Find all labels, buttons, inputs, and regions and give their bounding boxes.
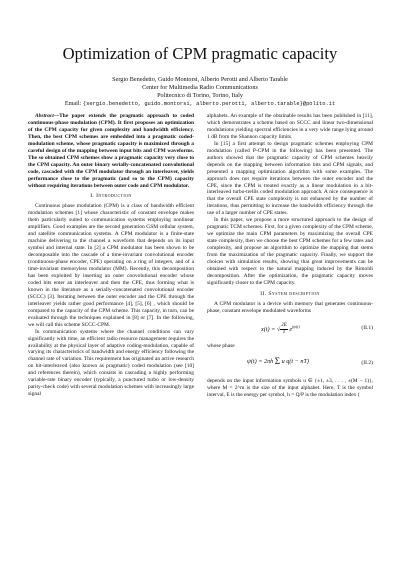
email-label: Email: xyxy=(64,100,82,107)
affiliation-line-2: Politecnico di Torino, Torino, Italy xyxy=(157,92,243,99)
section-heading-system-description: II. System description xyxy=(260,290,320,297)
intro-paragraph-1: Continuous phase modulation (CPM) is a class of bandwidth efficient modulation schemes [1] whose characteristic of constant envelope makes them particularly suited to communication systems employing nonlinear amplifiers. Good examples are the second generation GSM cellular system, and satellite communication systems. A CPM modulator is a finite-state machine delivering to the channel a waveform that depends on its input symbol and internal state. In [2] a CPM modulator has been shown to be decomposable into the cascade of a time-invariant convolutional encoder (continuous-phase encoder, CPE) operating on a ring of integers, and of a time-invariant memoryless modulator (MM). Recently, this decomposition has been exploited by inserting an outer convolutional encoder whose coded bits enter an interleaver and then the CPE, thus forming what is known in the literature as a serially-concatenated convolutional encoder (SCCC) [3]. Iterating between the outer encoder and the CPE through the interleaver yields rather good performance [4], [5], [6] , which should be compared to the capacity of the CPM scheme. This capacity, in turn, can be evaluated through the techniques explained in [8] or [7]. In the following, we will call this scheme SCCC-CPM. xyxy=(28,203,194,328)
eq1-number: (II.1) xyxy=(361,324,373,331)
abstract xyxy=(28,113,194,189)
eq1-frac-top: 2E xyxy=(281,322,287,328)
intro-paragraph-4: In [15] a first attempt to design pragmatic schemes employing CPM modulation (called P-CPM in the following) has been presented. The authors showed that the pragmatic capacity of CPM schemes heavily depends on the mapping between information bits and CPM signals, and presented a mapping optimization algorithm with some examples. The approach does not require iterations between the outer encoder and the CPE, since the CPM is treated exactly as a linear modulation in a bit-interleaved turbo-trellis coded modulation approach. A nice consequence is that the overall CPE state complexity is not enhanced by the number of iterations, thus permitting to increase the bandwidth efficiency through the use of a larger number of CPE states. xyxy=(207,140,373,217)
intro-paragraph-5: In this paper, we propose a more structured approach to the design of pragmatic TCM schemes. First, for a given complexity of the CPM scheme, we optimize the main CPM parameters by maximizing the overall CPE state complexity, then we choose the best CPM schemes for a few rates and complexity, and propose an algorithm to optimize the mapping that stems from the maximization of the pragmatic capacity. Finally, we support the choices with simulation results, showing that great improvements can be obtained with respect to the natural mapping induced by the Rimoldi decomposition. After the optimization, the pragmatic capacity moves significantly closer to the CPM capacity. xyxy=(207,217,373,286)
email-line xyxy=(0,100,400,108)
eq2-lhs: ψ(t) = 2πh xyxy=(247,357,274,365)
abstract-label: Abstract xyxy=(35,113,54,119)
email-address[interactable]: {sergio.benedetto, guido.montorsi, alberto.perotti, alberto.tarable}@polito.it xyxy=(82,101,336,107)
abstract-text: —The paper extends the pragmatic approach to coded continuous-phase modulation (CPM). It first proposes an optimization of the CPM capacity for given complexity and bandwidth efficiency. Then, the best CPM schemes are embedded into a pragmatic coded-modulation scheme, whose pragmatic capacity is maximized through a careful design of the mapping between input bits and CPM waveforms. The so obtained CPM schemes show a pragmatic capacity very close to the CPM capacity. An outer binary serially-concatenated convolutional code, cascaded with the CPM modulator through an interleaver, yields performance close to the pragmatic (and so to the CPM) capacity without requiring iterations between outer code and CPM modulator. xyxy=(28,113,194,189)
eq1-lhs: x(t) = xyxy=(261,325,276,333)
section-heading-introduction: I. Introduction xyxy=(90,193,132,200)
intro-paragraph-3: alphabets. An example of the obtainable results has been published in [11], which demonstrates a scheme based on SCCC and linear two-dimensional modulations yielding spectral efficiencies in a very wide range lying around 1 dB from the Shannon capacity limits. xyxy=(207,113,373,140)
left-column xyxy=(28,113,194,398)
eq2-number: (II.2) xyxy=(361,359,373,366)
eq2-tail: q(t − nT) xyxy=(286,357,309,365)
paper-title: Optimization of CPM pragmatic capacity xyxy=(62,44,338,63)
equation-II-2 xyxy=(207,353,373,375)
after-equation-text: depends on the input information symbols u ∈ {±1, ±3, . . . , ±(M − 1)}, where M = 2^m is the size of the input alphabet. Here, T is the symbol interval, E is the energy per symbol, h = Q/P is the modulation index ( xyxy=(207,377,373,398)
sysdesc-paragraph-1: A CPM modulator is a device with memory that generates continuous-phase, constant envelope modulated waveforms xyxy=(207,300,373,314)
right-column xyxy=(207,113,373,399)
eq1-rhs: e xyxy=(289,325,293,333)
eq2-rhs: u xyxy=(281,357,285,365)
intro-paragraph-2: In communication systems where the channel conditions can vary significantly with time, an efficient radio resource management requires the availability at the physical layer of adaptive coding-modulation, capable of varying its characteristics of bandwidth and energy efficiency following the channel rate of variation. This requirement has originated an active research on bit-interleaved (also known as pragmatic) coded modulation (see [10] and references therein), which consists in cascading a highly performing variable-rate binary encoder (typically, a punctured turbo or low-density parity-check code) with several modulation schemes with increasingly large signal xyxy=(28,328,194,398)
author-block xyxy=(0,76,400,108)
affiliation-line-1: Center for Multimedia Radio Communications xyxy=(142,84,258,91)
eq1-exponent: jψ(t) xyxy=(292,323,300,329)
eq1-fraction xyxy=(280,323,288,336)
equation-II-1: x(t) = √ $\frac{2E}{T}$ $e^{j\psi(t)}$ (II.1) xyxy=(261,322,373,335)
eq2-sum: Σ xyxy=(274,355,281,366)
eq1-frac-bot: T xyxy=(282,329,286,335)
eq-between-text: whose phase xyxy=(207,342,235,349)
author-names: Sergio Benedetto, Guido Montorsi, Alberto Perotti and Alberto Tarable xyxy=(112,76,288,83)
